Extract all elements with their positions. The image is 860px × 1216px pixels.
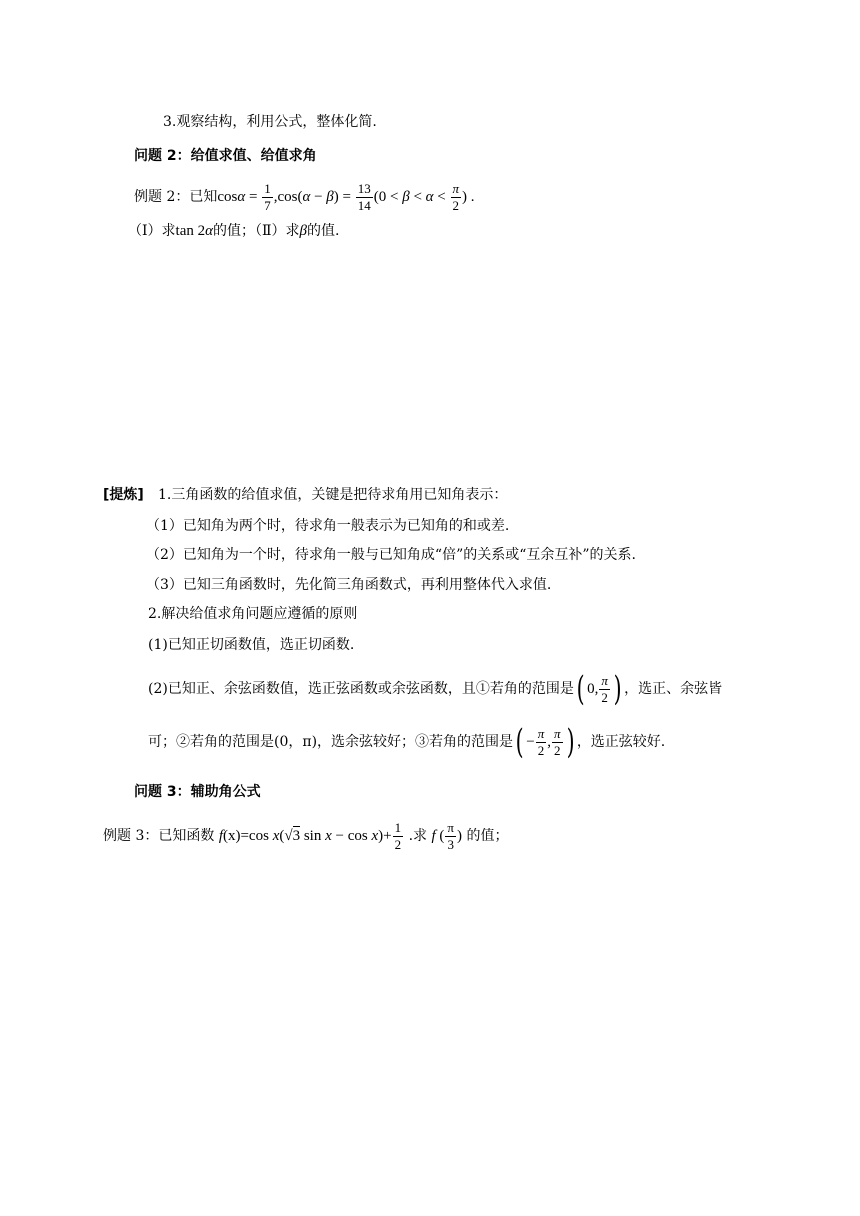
tilian-sub-1: （1）已知角为两个时，待求角一般表示为已知角的和或差. — [146, 518, 510, 534]
example-2-subquestions: （Ⅰ）求tan 2α的值；（Ⅱ）求β的值. — [128, 223, 340, 239]
example-3-statement: 例题 3：已知函数 f(x)=cos x(√3 sin x − cos x)+ $\frac{1}{2}$ .求 f ( $\frac{\pi}{3}$ ) 的值； — [103, 820, 509, 852]
section-heading-problem-2: 问题 2：给值求值、给值求角 — [134, 148, 317, 164]
rule-2-line-1: (2)已知正、余弦函数值，选正弦函数或余弦函数，且①若角的范围是( 0, $\frac{\pi}{2}$ ) ，选正、余弦皆 — [148, 669, 723, 709]
fraction-13-14: $\frac{13}{14}$ — [357, 181, 371, 213]
left-paren-large: ( — [576, 669, 585, 709]
right-paren-large: ) — [613, 669, 622, 709]
tilian-label: [提炼] — [103, 487, 144, 503]
tilian-sub-3: （3）已知三角函数时，先化简三角函数式，再利用整体代入求值. — [146, 577, 552, 593]
fraction-1-2: $\frac{1}{2}$ — [394, 820, 402, 852]
section-heading-problem-3: 问题 3：辅助角公式 — [134, 784, 261, 800]
example-2-statement — [134, 182, 475, 213]
right-paren-large-2: ) — [566, 722, 575, 762]
tilian-point-1: 1.三角函数的给值求值，关键是把待求角用已知角表示： — [158, 487, 508, 503]
fraction-pi-2: $\frac{\pi}{2}$ — [452, 181, 460, 213]
rule-1: (1)已知正切函数值，选正切函数. — [148, 637, 355, 653]
rule-2-line-2: 可；②若角的范围是(0，π)，选余弦较好；③若角的范围是( − $\frac{\pi}{2}$ , $\frac{\pi}{2}$ ) ，选正弦较好. — [148, 722, 666, 762]
tilian-sub-2: （2）已知角为一个时，待求角一般与已知角成“倍”的关系或“互余互补”的关系. — [146, 547, 636, 563]
cos-alpha: cosα = $\frac{1}{7}$ ,cos(α − β) = $\frac{13}{14}$ (0 < β < α < $\frac{\pi}{2}$ ) . — [217, 181, 475, 213]
tilian-point-2: 2.解决给值求角问题应遵循的原则 — [148, 606, 358, 622]
fraction-1-7: $\frac{1}{7}$ — [264, 181, 271, 213]
left-paren-large-2: ( — [515, 722, 524, 762]
step-3-text: 3.观察结构，利用公式，整体化简. — [163, 114, 377, 130]
fraction-pi-3: $\frac{\pi}{3}$ — [447, 820, 454, 852]
fraction-pi-2-range: $\frac{\pi}{2}$ — [601, 673, 608, 706]
example-2-lead: 例题 2：已知 — [134, 188, 218, 205]
sqrt-3: √3 — [284, 827, 301, 844]
